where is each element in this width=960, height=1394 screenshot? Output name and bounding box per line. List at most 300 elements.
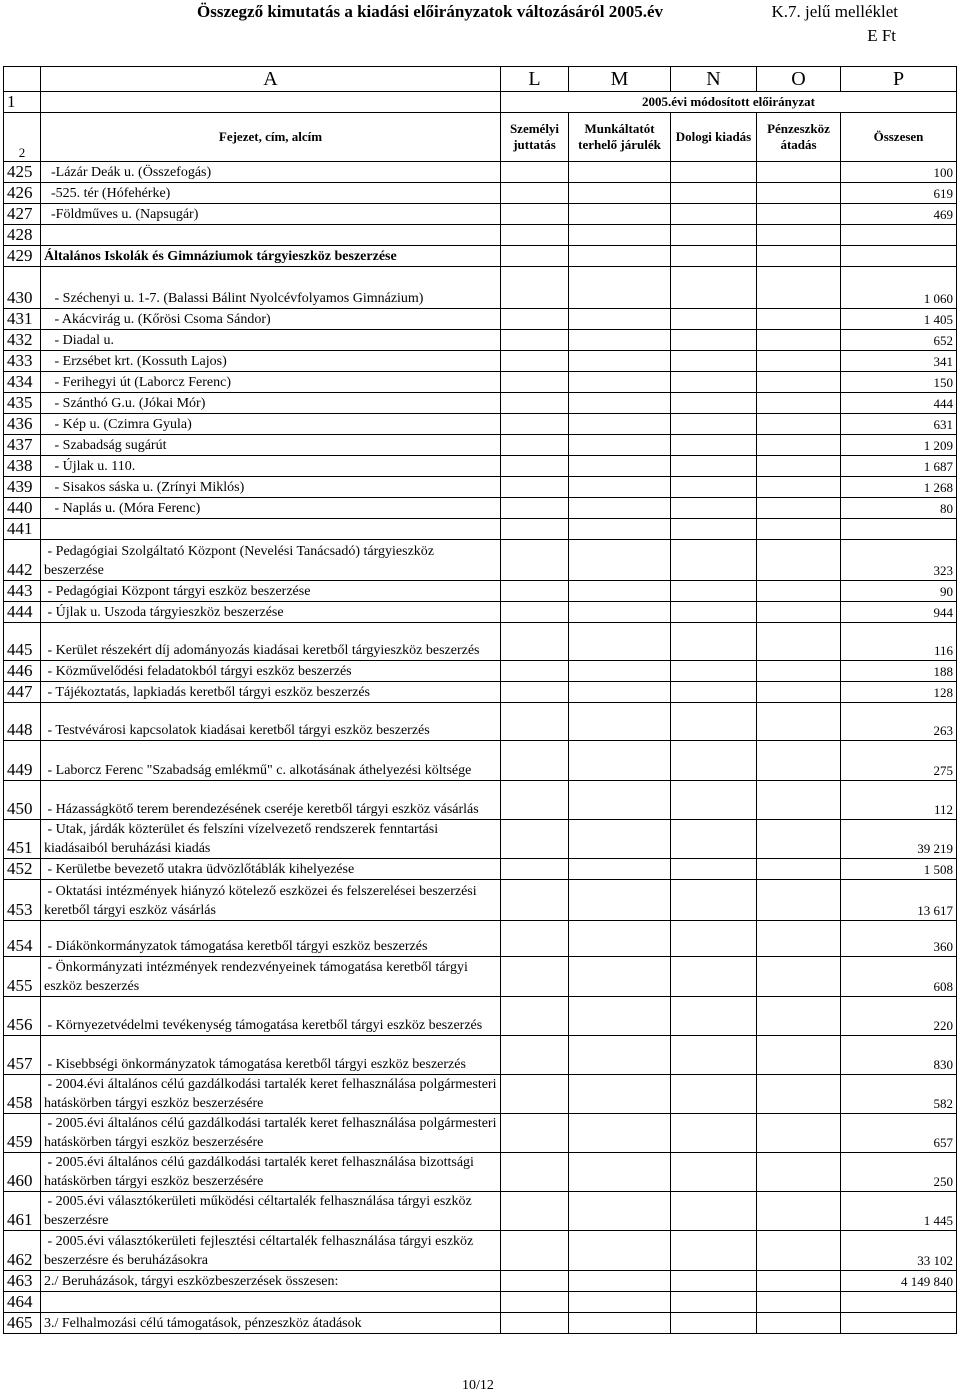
empty-cell[interactable] [757,393,841,414]
row-number[interactable]: 437 [4,435,41,456]
empty-cell[interactable] [671,519,757,540]
empty-cell[interactable] [569,183,671,204]
row-description[interactable]: - Diákönkormányzatok támogatása keretből tárgyi eszköz beszerzés [41,921,501,957]
empty-cell[interactable] [569,661,671,682]
empty-cell[interactable] [501,1114,569,1153]
row-number[interactable]: 430 [4,267,41,309]
empty-cell[interactable] [671,781,757,820]
empty-cell[interactable] [569,703,671,741]
empty-cell[interactable] [671,1114,757,1153]
empty-cell[interactable] [757,820,841,859]
empty-cell[interactable] [757,519,841,540]
empty-cell[interactable] [501,781,569,820]
row-number[interactable]: 452 [4,859,41,880]
empty-cell[interactable] [671,682,757,703]
row-total[interactable]: 263 [841,703,957,741]
row-description[interactable]: - Ferihegyi út (Laborcz Ferenc) [41,372,501,393]
row-number[interactable]: 462 [4,1231,41,1271]
empty-cell[interactable] [501,661,569,682]
empty-cell[interactable] [569,1313,671,1334]
empty-cell[interactable] [569,820,671,859]
empty-cell[interactable] [569,1292,671,1313]
row-total[interactable]: 652 [841,330,957,351]
empty-cell[interactable] [569,246,671,267]
empty-cell[interactable] [757,1075,841,1114]
empty-cell[interactable] [569,267,671,309]
empty-cell[interactable] [501,351,569,372]
empty-cell[interactable] [671,372,757,393]
row-description[interactable] [41,519,501,540]
empty-cell[interactable] [757,330,841,351]
empty-cell[interactable] [501,1231,569,1271]
header-personal[interactable]: Személyi juttatás [501,113,569,162]
row-number[interactable]: 441 [4,519,41,540]
empty-cell[interactable] [569,682,671,703]
empty-cell[interactable] [501,1192,569,1231]
row-number[interactable]: 440 [4,498,41,519]
empty-cell[interactable] [671,351,757,372]
empty-cell[interactable] [569,435,671,456]
row-number[interactable]: 442 [4,540,41,581]
row-total[interactable] [841,246,957,267]
empty-cell[interactable] [757,880,841,921]
row-number[interactable]: 455 [4,957,41,997]
empty-cell[interactable] [501,183,569,204]
empty-cell[interactable] [501,1313,569,1334]
empty-cell[interactable] [671,581,757,602]
row-total[interactable]: 944 [841,602,957,623]
empty-cell[interactable] [671,623,757,661]
empty-cell[interactable] [501,414,569,435]
row-total[interactable]: 619 [841,183,957,204]
row-description[interactable]: -Lázár Deák u. (Összefogás) [41,162,501,183]
empty-cell[interactable] [569,372,671,393]
empty-cell[interactable] [757,309,841,330]
empty-cell[interactable] [671,880,757,921]
empty-cell[interactable] [757,1231,841,1271]
empty-cell[interactable] [501,225,569,246]
empty-cell[interactable] [501,393,569,414]
empty-cell[interactable] [501,602,569,623]
row-description[interactable]: - Kerület részekért díj adományozás kiadásai keretből tárgyieszköz beszerzés [41,623,501,661]
row-number[interactable]: 449 [4,741,41,781]
empty-cell[interactable] [501,435,569,456]
empty-cell[interactable] [757,997,841,1036]
row-total[interactable] [841,1313,957,1334]
empty-cell[interactable] [569,623,671,661]
row-description[interactable]: - Sisakos sáska u. (Zrínyi Miklós) [41,477,501,498]
row-number[interactable]: 438 [4,456,41,477]
empty-cell[interactable] [671,393,757,414]
row-number[interactable]: 457 [4,1036,41,1075]
empty-cell[interactable] [569,1271,671,1292]
header-contribution[interactable]: Munkáltatót terhelő járulék [569,113,671,162]
row-description[interactable]: - Naplás u. (Móra Ferenc) [41,498,501,519]
row-total[interactable]: 275 [841,741,957,781]
empty-cell[interactable] [501,204,569,225]
row-description[interactable]: - Oktatási intézmények hiányzó kötelező eszközei és felszerelései beszerzési keretből tárgyi eszköz vásárlás [41,880,501,921]
empty-cell[interactable] [757,1313,841,1334]
empty-cell[interactable] [757,540,841,581]
row-description[interactable]: 3./ Felhalmozási célú támogatások, pénzeszköz átadások [41,1313,501,1334]
row-number[interactable]: 450 [4,781,41,820]
empty-cell[interactable] [671,183,757,204]
empty-cell[interactable] [501,880,569,921]
row-description[interactable]: - Szánthó G.u. (Jókai Mór) [41,393,501,414]
row-number[interactable]: 465 [4,1313,41,1334]
empty-cell[interactable] [501,1036,569,1075]
empty-cell[interactable] [569,602,671,623]
row-number[interactable]: 425 [4,162,41,183]
row-total[interactable]: 33 102 [841,1231,957,1271]
empty-cell[interactable] [757,957,841,997]
empty-cell[interactable] [569,859,671,880]
empty-cell[interactable] [757,1271,841,1292]
column-letter[interactable]: P [841,67,957,92]
empty-cell[interactable] [757,204,841,225]
empty-cell[interactable] [757,372,841,393]
empty-cell[interactable] [501,456,569,477]
row-total[interactable]: 469 [841,204,957,225]
empty-cell[interactable] [501,997,569,1036]
row-number[interactable]: 453 [4,880,41,921]
row-number[interactable]: 444 [4,602,41,623]
empty-cell[interactable] [671,957,757,997]
empty-cell[interactable] [671,540,757,581]
row-description[interactable] [41,225,501,246]
header-material[interactable]: Dologi kiadás [671,113,757,162]
empty-cell[interactable] [501,623,569,661]
empty-cell[interactable] [757,921,841,957]
row-total[interactable]: 1 405 [841,309,957,330]
empty-cell[interactable] [501,330,569,351]
row-number[interactable]: 439 [4,477,41,498]
empty-cell[interactable] [569,581,671,602]
empty-cell[interactable] [757,351,841,372]
empty-cell[interactable] [501,1075,569,1114]
empty-cell[interactable] [501,1153,569,1192]
row-number[interactable]: 448 [4,703,41,741]
column-letter[interactable]: L [501,67,569,92]
empty-cell[interactable] [501,372,569,393]
empty-cell[interactable] [569,1114,671,1153]
empty-cell[interactable] [569,741,671,781]
row-number[interactable]: 2 [4,113,41,162]
empty-cell[interactable] [671,225,757,246]
empty-cell[interactable] [757,183,841,204]
empty-cell[interactable] [671,330,757,351]
empty-cell[interactable] [671,477,757,498]
row-total[interactable] [841,1292,957,1313]
empty-cell[interactable] [671,602,757,623]
empty-cell[interactable] [501,267,569,309]
empty-cell[interactable] [569,997,671,1036]
empty-cell[interactable] [501,859,569,880]
row-number[interactable]: 447 [4,682,41,703]
empty-cell[interactable] [671,204,757,225]
empty-cell[interactable] [757,703,841,741]
empty-cell[interactable] [501,741,569,781]
empty-cell[interactable] [671,1192,757,1231]
row-description[interactable]: - Kisebbségi önkormányzatok támogatása keretből tárgyi eszköz beszerzés [41,1036,501,1075]
row-total[interactable]: 80 [841,498,957,519]
empty-cell[interactable] [671,1292,757,1313]
empty-cell[interactable] [671,703,757,741]
empty-cell[interactable] [757,581,841,602]
empty-cell[interactable] [501,477,569,498]
row-description[interactable]: - Erzsébet krt. (Kossuth Lajos) [41,351,501,372]
row-number[interactable]: 454 [4,921,41,957]
row-description[interactable]: - Utak, járdák közterület és felszíni vízelvezető rendszerek fenntartási kiadásaiból beruházási kiadás [41,820,501,859]
row-total[interactable]: 250 [841,1153,957,1192]
row-total[interactable]: 657 [841,1114,957,1153]
row-number[interactable]: 456 [4,997,41,1036]
empty-cell[interactable] [671,741,757,781]
row-total[interactable]: 188 [841,661,957,682]
empty-cell[interactable] [569,204,671,225]
row-description[interactable]: - 2005.évi általános célú gazdálkodási tartalék keret felhasználása polgármesteri hatáskörben tárgyi eszköz beszerzésére [41,1114,501,1153]
row-number[interactable]: 427 [4,204,41,225]
empty-cell[interactable] [671,1231,757,1271]
empty-cell[interactable] [671,435,757,456]
row-total[interactable]: 128 [841,682,957,703]
empty-cell[interactable] [757,225,841,246]
empty-cell[interactable] [757,435,841,456]
row-description[interactable]: - Széchenyi u. 1-7. (Balassi Bálint Nyolcévfolyamos Gimnázium) [41,267,501,309]
row-total[interactable]: 631 [841,414,957,435]
empty-cell[interactable] [757,682,841,703]
column-letter[interactable] [4,67,41,92]
empty-cell[interactable] [569,1192,671,1231]
row-total[interactable]: 220 [841,997,957,1036]
row-description[interactable]: - 2005.évi választókerületi működési céltartalék felhasználása tárgyi eszköz beszerzésre [41,1192,501,1231]
empty-cell[interactable] [501,581,569,602]
empty-cell[interactable] [671,456,757,477]
empty-cell[interactable] [757,267,841,309]
row-description[interactable]: - Kép u. (Czimra Gyula) [41,414,501,435]
row-number[interactable]: 461 [4,1192,41,1231]
empty-cell[interactable] [569,957,671,997]
row-description[interactable]: - Újlak u. 110. [41,456,501,477]
row-number[interactable]: 435 [4,393,41,414]
empty-cell[interactable] [757,456,841,477]
row-number[interactable]: 434 [4,372,41,393]
row-description[interactable]: -525. tér (Hófehérke) [41,183,501,204]
empty-cell[interactable] [671,162,757,183]
empty-cell[interactable] [501,1292,569,1313]
super-header[interactable]: 2005.évi módosított előirányzat [501,92,957,113]
empty-cell[interactable] [569,781,671,820]
empty-cell[interactable] [569,519,671,540]
row-number[interactable]: 458 [4,1075,41,1114]
row-number[interactable]: 451 [4,820,41,859]
empty-cell[interactable] [757,602,841,623]
empty-cell[interactable] [569,1075,671,1114]
row-description[interactable]: - Szabadság sugárút [41,435,501,456]
empty-cell[interactable] [757,498,841,519]
row-description[interactable]: - Testvévárosi kapcsolatok kiadásai keretből tárgyi eszköz beszerzés [41,703,501,741]
row-total[interactable]: 1 445 [841,1192,957,1231]
row-number[interactable]: 459 [4,1114,41,1153]
empty-cell[interactable] [757,1292,841,1313]
empty-cell[interactable] [501,1271,569,1292]
empty-cell[interactable] [501,921,569,957]
empty-cell[interactable] [671,498,757,519]
row-description[interactable]: - Kerületbe bevezető utakra üdvözlőtáblák kihelyezése [41,859,501,880]
empty-cell[interactable] [569,498,671,519]
empty-cell[interactable] [569,1153,671,1192]
row-description[interactable]: - Pedagógiai Központ tárgyi eszköz beszerzése [41,581,501,602]
empty-cell[interactable] [671,267,757,309]
empty-cell[interactable] [757,1192,841,1231]
row-number[interactable]: 1 [4,92,41,113]
row-description[interactable]: - Diadal u. [41,330,501,351]
row-number[interactable]: 428 [4,225,41,246]
empty-cell[interactable] [671,859,757,880]
empty-cell[interactable] [757,1153,841,1192]
header-transfer[interactable]: Pénzeszköz átadás [757,113,841,162]
row-description[interactable]: - 2004.évi általános célú gazdálkodási tartalék keret felhasználása polgármesteri hatáskörben tárgyi eszköz beszerzésére [41,1075,501,1114]
empty-cell[interactable] [757,859,841,880]
row-description[interactable]: -Földműves u. (Napsugár) [41,204,501,225]
row-description[interactable]: - Házasságkötő terem berendezésének cseréje keretből tárgyi eszköz vásárlás [41,781,501,820]
empty-cell[interactable] [757,1036,841,1075]
row-total[interactable]: 1 060 [841,267,957,309]
empty-cell[interactable] [671,921,757,957]
empty-cell[interactable] [569,351,671,372]
row-number[interactable]: 433 [4,351,41,372]
row-description[interactable] [41,1292,501,1313]
row-description[interactable]: - Akácvirág u. (Kőrösi Csoma Sándor) [41,309,501,330]
row-total[interactable]: 13 617 [841,880,957,921]
empty-cell[interactable] [569,330,671,351]
empty-cell[interactable] [671,1313,757,1334]
row-total[interactable]: 1 687 [841,456,957,477]
empty-cell[interactable] [757,477,841,498]
row-total[interactable]: 90 [841,581,957,602]
empty-cell[interactable] [671,661,757,682]
row-description[interactable]: - Közművelődési feladatokból tárgyi eszköz beszerzés [41,661,501,682]
empty-cell[interactable] [569,1231,671,1271]
row-number[interactable]: 460 [4,1153,41,1192]
row-description[interactable]: - Tájékoztatás, lapkiadás keretből tárgyi eszköz beszerzés [41,682,501,703]
row-number[interactable]: 443 [4,581,41,602]
empty-cell[interactable] [41,92,501,113]
empty-cell[interactable] [569,393,671,414]
row-total[interactable]: 582 [841,1075,957,1114]
row-total[interactable]: 150 [841,372,957,393]
empty-cell[interactable] [671,246,757,267]
empty-cell[interactable] [757,246,841,267]
empty-cell[interactable] [757,162,841,183]
empty-cell[interactable] [569,477,671,498]
row-total[interactable]: 830 [841,1036,957,1075]
row-total[interactable]: 116 [841,623,957,661]
row-description[interactable]: - 2005.évi általános célú gazdálkodási tartalék keret felhasználása bizottsági hatáskörben tárgyi eszköz beszerzésére [41,1153,501,1192]
header-chapter[interactable]: Fejezet, cím, alcím [41,113,501,162]
column-letter[interactable]: O [757,67,841,92]
row-description[interactable]: - Laborcz Ferenc "Szabadság emlékmű" c. alkotásának áthelyezési költsége [41,741,501,781]
row-total[interactable]: 608 [841,957,957,997]
empty-cell[interactable] [671,997,757,1036]
column-letter[interactable]: N [671,67,757,92]
empty-cell[interactable] [501,309,569,330]
empty-cell[interactable] [501,246,569,267]
empty-cell[interactable] [569,921,671,957]
empty-cell[interactable] [671,1036,757,1075]
empty-cell[interactable] [569,1036,671,1075]
empty-cell[interactable] [501,540,569,581]
row-total[interactable]: 1 268 [841,477,957,498]
row-number[interactable]: 446 [4,661,41,682]
empty-cell[interactable] [501,162,569,183]
empty-cell[interactable] [757,661,841,682]
empty-cell[interactable] [569,880,671,921]
row-total[interactable] [841,225,957,246]
empty-cell[interactable] [501,703,569,741]
row-description[interactable]: - 2005.évi választókerületi fejlesztési céltartalék felhasználása tárgyi eszköz beszerzésre és beruházásokra [41,1231,501,1271]
row-number[interactable]: 429 [4,246,41,267]
row-description[interactable]: - Pedagógiai Szolgáltató Központ (Nevelési Tanácsadó) tárgyieszköz beszerzése [41,540,501,581]
row-description[interactable]: - Újlak u. Uszoda tárgyieszköz beszerzése [41,602,501,623]
empty-cell[interactable] [501,682,569,703]
empty-cell[interactable] [501,498,569,519]
empty-cell[interactable] [671,309,757,330]
row-number[interactable]: 445 [4,623,41,661]
empty-cell[interactable] [501,519,569,540]
row-total[interactable]: 112 [841,781,957,820]
row-total[interactable] [841,519,957,540]
row-number[interactable]: 426 [4,183,41,204]
empty-cell[interactable] [757,414,841,435]
empty-cell[interactable] [569,309,671,330]
empty-cell[interactable] [569,225,671,246]
row-number[interactable]: 431 [4,309,41,330]
row-description[interactable]: 2./ Beruházások, tárgyi eszközbeszerzések összesen: [41,1271,501,1292]
row-total[interactable]: 100 [841,162,957,183]
row-description[interactable]: - Környezetvédelmi tevékenység támogatása keretből tárgyi eszköz beszerzés [41,997,501,1036]
empty-cell[interactable] [671,1075,757,1114]
row-total[interactable]: 444 [841,393,957,414]
empty-cell[interactable] [671,1153,757,1192]
empty-cell[interactable] [671,820,757,859]
column-letter[interactable]: M [569,67,671,92]
header-total[interactable]: Összesen [841,113,957,162]
empty-cell[interactable] [501,957,569,997]
column-letter[interactable]: A [41,67,501,92]
row-description[interactable]: - Önkormányzati intézmények rendezvényeinek támogatása keretből tárgyi eszköz beszerzés [41,957,501,997]
row-total[interactable]: 323 [841,540,957,581]
empty-cell[interactable] [569,540,671,581]
empty-cell[interactable] [757,623,841,661]
empty-cell[interactable] [757,781,841,820]
row-total[interactable]: 39 219 [841,820,957,859]
empty-cell[interactable] [671,414,757,435]
row-number[interactable]: 464 [4,1292,41,1313]
row-number[interactable]: 463 [4,1271,41,1292]
empty-cell[interactable] [569,162,671,183]
row-description[interactable]: Általános Iskolák és Gimnáziumok tárgyieszköz beszerzése [41,246,501,267]
empty-cell[interactable] [501,820,569,859]
row-number[interactable]: 432 [4,330,41,351]
row-total[interactable]: 4 149 840 [841,1271,957,1292]
empty-cell[interactable] [569,456,671,477]
row-total[interactable]: 1 209 [841,435,957,456]
empty-cell[interactable] [671,1271,757,1292]
row-total[interactable]: 360 [841,921,957,957]
row-number[interactable]: 436 [4,414,41,435]
row-total[interactable]: 341 [841,351,957,372]
